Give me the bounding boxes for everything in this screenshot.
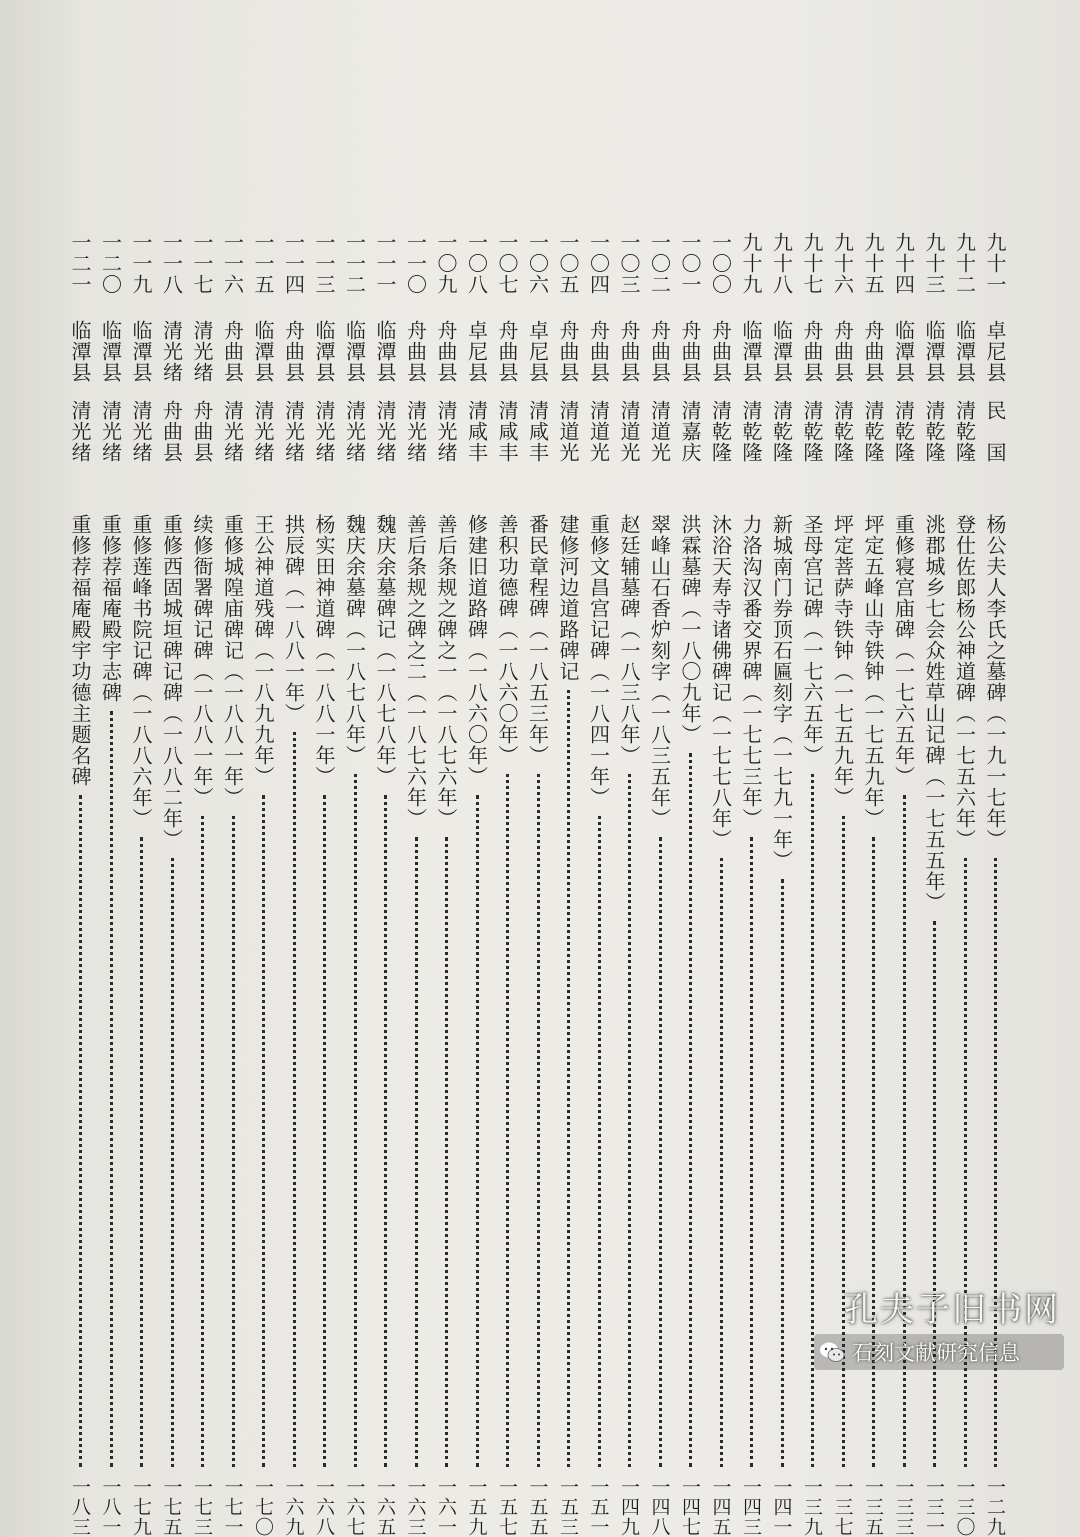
toc-entry[interactable]: [645, 232, 675, 1537]
entry-number: 一〇七: [495, 232, 519, 295]
entry-county: 临潭县: [739, 320, 763, 383]
entry-page-number: 一三五: [862, 1477, 884, 1537]
entry-era: 清道光: [647, 400, 672, 463]
entry-county: 舟曲县: [647, 320, 672, 383]
entry-number: 九十四: [891, 232, 916, 295]
dot-leader: [110, 711, 113, 1467]
dot-leader: [933, 921, 936, 1467]
toc-entry[interactable]: [340, 232, 370, 1537]
entry-era: 清咸丰: [464, 400, 489, 463]
entry-page-number: 一四一: [770, 1477, 793, 1537]
entry-number: 一二一: [68, 232, 92, 295]
entry-number: 九十八: [769, 232, 794, 295]
dot-leader: [445, 837, 448, 1467]
entry-county: 舟曲县: [403, 320, 428, 383]
entry-county: 舟曲县: [830, 320, 855, 383]
entry-page-number: 一四七: [679, 1477, 701, 1537]
entry-page-number: 一三一: [923, 1477, 945, 1537]
entry-county: 临潭县: [98, 320, 123, 383]
entry-era: 清光绪: [434, 400, 458, 463]
entry-page-number: 一八一: [99, 1477, 122, 1537]
entry-page-number: 一七三: [191, 1477, 213, 1537]
entry-number: 一〇一: [678, 232, 702, 295]
entry-era: 清光绪: [98, 400, 123, 463]
toc-entry[interactable]: [248, 232, 278, 1537]
dot-leader: [323, 795, 326, 1467]
watermark: [804, 1282, 1064, 1382]
entry-number: 一〇八: [464, 232, 489, 295]
dot-leader: [781, 879, 784, 1467]
entry-county: 舟曲县: [678, 320, 702, 383]
dot-leader: [476, 795, 479, 1467]
watermark-site-name: 孔夫子旧书网: [844, 1290, 1060, 1330]
entry-era: 清道光: [556, 400, 580, 463]
entry-page-number: 一五一: [587, 1477, 610, 1537]
entry-title: 王公神道残碑（一八九九年）: [251, 514, 275, 787]
entry-page-number: 一七九: [130, 1477, 152, 1537]
entry-era: 清光绪: [220, 400, 245, 463]
toc-entry[interactable]: [553, 232, 583, 1537]
entry-page-number: 一六一: [435, 1477, 457, 1537]
dot-leader: [720, 858, 723, 1467]
entry-title: 重修文昌宫记碑（一八四一年）: [586, 514, 611, 808]
entry-title: 力洛沟汉番交界碑（一七七三年）: [739, 514, 763, 829]
entry-county: 舟曲县: [220, 320, 245, 383]
entry-page-number: 一五九: [465, 1477, 488, 1537]
entry-page-number: 一六七: [343, 1477, 366, 1537]
entry-number: 一一九: [129, 232, 153, 295]
dot-leader: [415, 837, 418, 1467]
entry-title: 洪霖墓碑（一八〇九年）: [678, 514, 702, 745]
entry-number: 一〇六: [525, 232, 550, 295]
dot-leader: [262, 795, 265, 1467]
toc-entry[interactable]: [523, 232, 553, 1537]
entry-era: 民 国: [983, 400, 1007, 463]
entry-page-number: 一六五: [374, 1477, 396, 1537]
entry-page-number: 一五五: [526, 1477, 549, 1537]
entry-number: 九十六: [830, 232, 855, 295]
entry-number: 一〇九: [434, 232, 458, 295]
entry-number: 一〇五: [556, 232, 580, 295]
dot-leader: [598, 816, 601, 1467]
entry-number: 九十一: [983, 232, 1007, 295]
watermark-account: [814, 1334, 1064, 1370]
entry-title: 善积功德碑（一八六〇年）: [495, 514, 519, 766]
dot-leader: [354, 774, 357, 1467]
toc-entry[interactable]: [157, 232, 187, 1537]
entry-era: 清光绪: [403, 400, 428, 463]
entry-title: 善后条规之碑之一（一八七六年）: [434, 514, 458, 829]
entry-title: 新城南门券顶石匾刻字（一七九一年）: [769, 514, 794, 871]
entry-title: 重修荐福庵殿宇志碑: [98, 514, 123, 703]
entry-title: 坪定菩萨寺铁钟（一七五九年）: [830, 514, 855, 808]
toc-entry[interactable]: [187, 232, 217, 1537]
entry-county: 临潭县: [769, 320, 794, 383]
entry-page-number: 一六八: [313, 1477, 335, 1537]
entry-number: 一一五: [251, 232, 275, 295]
entry-era: 清乾隆: [769, 400, 794, 463]
entry-title: 坪定五峰山寺铁钟（一七五九年）: [861, 514, 885, 829]
entry-era: 清咸丰: [495, 400, 519, 463]
entry-page-number: 一七〇: [252, 1477, 274, 1537]
entry-era: 清乾隆: [891, 400, 916, 463]
entry-era: 清嘉庆: [678, 400, 702, 463]
entry-number: 一一四: [281, 232, 306, 295]
entry-era: 清道光: [617, 400, 641, 463]
dot-leader: [79, 795, 82, 1467]
dot-leader: [384, 795, 387, 1467]
entry-title: 善后条规之碑之二（一八七六年）: [403, 514, 428, 829]
entry-number: 九十二: [952, 232, 977, 295]
entry-title: 建修河边道路碑记: [556, 514, 580, 682]
entry-number: 九十九: [739, 232, 763, 295]
entry-number: 一〇三: [617, 232, 641, 295]
entry-era: 清光绪: [312, 400, 336, 463]
entry-title: 杨实田神道碑（一八八一年）: [312, 514, 336, 787]
toc-entry[interactable]: [675, 232, 705, 1537]
entry-title: 翠峰山石香炉刻字（一八三五年）: [647, 514, 672, 829]
entry-page-number: 一四九: [618, 1477, 640, 1537]
toc-entry[interactable]: [462, 232, 492, 1537]
toc-entry[interactable]: [218, 232, 248, 1537]
entry-number: 一一〇: [403, 232, 428, 295]
entry-county: 临潭县: [922, 320, 946, 383]
entry-era: 清咸丰: [525, 400, 550, 463]
entry-page-number: 一三〇: [953, 1477, 976, 1537]
toc-entry[interactable]: [797, 232, 827, 1537]
entry-county: 舟曲县: [434, 320, 458, 383]
entry-county: 舟曲县: [586, 320, 611, 383]
entry-title: 沐浴天寿寺诸佛碑记（一七七八年）: [708, 514, 733, 850]
entry-era: 舟曲县: [159, 400, 184, 463]
entry-title: 魏庆余墓碑（一八七八年）: [342, 514, 367, 766]
toc-entry[interactable]: [858, 232, 888, 1537]
dot-leader: [140, 837, 143, 1467]
entry-title: 圣母宫记碑（一七六五年）: [800, 514, 824, 766]
entry-page-number: 一六三: [404, 1477, 427, 1537]
entry-number: 一一八: [159, 232, 184, 295]
entry-page-number: 一三九: [801, 1477, 823, 1537]
dot-leader: [689, 753, 692, 1467]
toc-entry[interactable]: [919, 232, 949, 1537]
entry-era: 清光绪: [281, 400, 306, 463]
entry-era: 清乾隆: [830, 400, 855, 463]
entry-era: 清乾隆: [739, 400, 763, 463]
toc-entry[interactable]: [706, 232, 736, 1537]
entry-title: 重修西固城垣碑记碑（一八八二年）: [159, 514, 184, 850]
entry-title: 修建旧道路碑（一八六〇年）: [464, 514, 489, 787]
entry-county: 临潭县: [891, 320, 916, 383]
entry-number: 一二〇: [98, 232, 123, 295]
toc-entry[interactable]: [309, 232, 339, 1537]
entry-era: 清乾隆: [708, 400, 733, 463]
entry-county: 卓尼县: [464, 320, 489, 383]
toc-entry[interactable]: [96, 232, 126, 1537]
dot-leader: [171, 858, 174, 1467]
entry-county: 舟曲县: [708, 320, 733, 383]
entry-title: 魏庆余墓碑记（一八七八年）: [373, 514, 397, 787]
entry-title: 续修衙署碑记碑（一八八一年）: [190, 514, 214, 808]
entry-page-number: 一四三: [740, 1477, 762, 1537]
watermark-account-name: 石刻文献研究信息: [852, 1341, 1020, 1365]
entry-era: 清乾隆: [922, 400, 946, 463]
entry-page-number: 一七五: [160, 1477, 183, 1537]
entry-number: 一〇四: [586, 232, 611, 295]
entry-page-number: 一五七: [496, 1477, 518, 1537]
toc-entry[interactable]: [279, 232, 309, 1537]
entry-page-number: 一八三: [69, 1477, 91, 1537]
dot-leader: [537, 774, 540, 1467]
toc-entry[interactable]: [431, 232, 461, 1537]
entry-county: 临潭县: [251, 320, 275, 383]
entry-title: 洮郡城乡七会众姓草山记碑（一七五五年）: [922, 514, 946, 913]
entry-title: 番民章程碑（一八五三年）: [525, 514, 550, 766]
dot-leader: [232, 816, 235, 1467]
entry-number: 一一二: [342, 232, 367, 295]
entry-era: 清光绪: [129, 400, 153, 463]
entry-page-number: 一二九: [984, 1477, 1006, 1537]
entry-number: 九十三: [922, 232, 946, 295]
entry-number: 一一六: [220, 232, 245, 295]
toc-entry[interactable]: [584, 232, 614, 1537]
entry-title: 拱辰碑（一八八一年）: [281, 514, 306, 724]
entry-page-number: 一三三: [892, 1477, 915, 1537]
entry-page-number: 一三七: [831, 1477, 854, 1537]
entry-era: 清乾隆: [861, 400, 885, 463]
entry-county: 临潭县: [373, 320, 397, 383]
toc-entry[interactable]: [736, 232, 766, 1537]
entry-era: 清光绪: [373, 400, 397, 463]
toc-entry[interactable]: [889, 232, 919, 1537]
toc-entry[interactable]: [980, 232, 1010, 1537]
entry-page-number: 一四八: [648, 1477, 671, 1537]
entry-number: 一〇二: [647, 232, 672, 295]
entry-era: 舟曲县: [190, 400, 214, 463]
entry-county: 卓尼县: [983, 320, 1007, 383]
entry-number: 九十七: [800, 232, 824, 295]
entry-title: 杨公夫人李氏之墓碑（一九一七年）: [983, 514, 1007, 850]
entry-era: 清光绪: [342, 400, 367, 463]
entry-county: 舟曲县: [617, 320, 641, 383]
entry-number: 九十五: [861, 232, 885, 295]
dot-leader: [567, 690, 570, 1467]
entry-page-number: 一六九: [282, 1477, 305, 1537]
entry-title: 重修荐福庵殿宇功德主题名碑: [68, 514, 92, 787]
entry-county: 舟曲县: [281, 320, 306, 383]
toc-entry[interactable]: [401, 232, 431, 1537]
entry-page-number: 一五三: [557, 1477, 579, 1537]
entry-county: 舟曲县: [495, 320, 519, 383]
wechat-icon: [818, 1338, 846, 1366]
dot-leader: [750, 837, 753, 1467]
entry-county: 清光绪: [190, 320, 214, 383]
toc-entry[interactable]: [828, 232, 858, 1537]
entry-title: 重修城隍庙碑记（一八八一年）: [220, 514, 245, 808]
entry-county: 清光绪: [159, 320, 184, 383]
entry-number: 一一三: [312, 232, 336, 295]
entry-county: 卓尼县: [525, 320, 550, 383]
toc-entry[interactable]: [126, 232, 156, 1537]
entry-era: 清乾隆: [800, 400, 824, 463]
entry-era: 清道光: [586, 400, 611, 463]
toc-entry[interactable]: [950, 232, 980, 1537]
entry-county: 临潭县: [68, 320, 92, 383]
entry-title: 赵廷辅墓碑（一八三八年）: [617, 514, 641, 766]
entry-page-number: 一七一: [221, 1477, 244, 1537]
entry-era: 清光绪: [251, 400, 275, 463]
entry-number: 一〇〇: [708, 232, 733, 295]
entry-era: 清乾隆: [952, 400, 977, 463]
entry-page-number: 一四五: [709, 1477, 732, 1537]
entry-county: 临潭县: [952, 320, 977, 383]
dot-leader: [506, 774, 509, 1467]
entry-county: 舟曲县: [556, 320, 580, 383]
dot-leader: [201, 816, 204, 1467]
entry-county: 临潭县: [312, 320, 336, 383]
toc-entry[interactable]: [492, 232, 522, 1537]
toc-entry[interactable]: [767, 232, 797, 1537]
entry-title: 登仕佐郎杨公神道碑（一七五六年）: [952, 514, 977, 850]
entry-county: 舟曲县: [800, 320, 824, 383]
entry-county: 临潭县: [342, 320, 367, 383]
dot-leader: [659, 837, 662, 1467]
dot-leader: [293, 732, 296, 1467]
entry-era: 清光绪: [68, 400, 92, 463]
entry-number: 一一七: [190, 232, 214, 295]
toc-entry[interactable]: [65, 232, 95, 1537]
entry-county: 舟曲县: [861, 320, 885, 383]
entry-title: 重修寝宫庙碑（一七六五年）: [891, 514, 916, 787]
entry-number: 一一一: [373, 232, 397, 295]
entry-title: 重修莲峰书院记碑（一八八六年）: [129, 514, 153, 829]
entry-county: 临潭县: [129, 320, 153, 383]
toc-entry[interactable]: [370, 232, 400, 1537]
dot-leader: [628, 774, 631, 1467]
toc-entry[interactable]: [614, 232, 644, 1537]
